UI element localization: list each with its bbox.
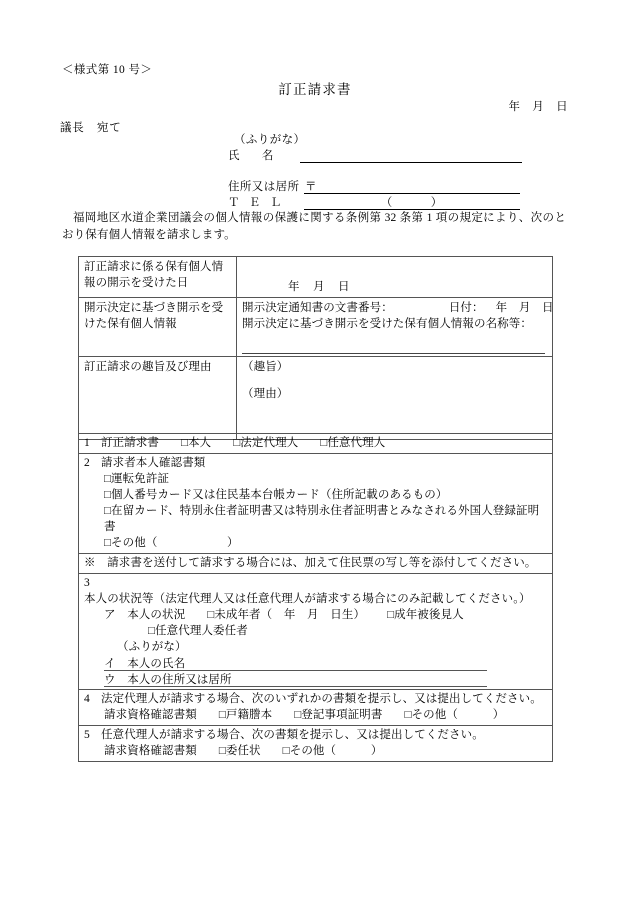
item-4-cell: [79, 690, 553, 726]
checkbox-other-voluntary-doc[interactable]: □その他（ ）: [282, 745, 383, 757]
name-label: 氏 名: [228, 150, 274, 162]
checkbox-self[interactable]: □本人: [181, 437, 212, 449]
disclosed-info-label: 開示決定に基づき開示を受けた保有個人情報: [79, 298, 237, 357]
tel-label: Ｔ Ｅ Ｌ: [228, 197, 282, 209]
table-row: [79, 454, 553, 554]
item-3b-label: イ 本人の氏名: [104, 658, 186, 670]
item-2-label: 請求者本人確認書類: [101, 457, 206, 469]
disclosure-date-label: 訂正請求に係る保有個人情報の開示を受けた日: [79, 257, 237, 298]
checkbox-voluntary-rep-delegator[interactable]: □任意代理人委任者: [148, 625, 248, 637]
item-3-number: 3: [84, 577, 90, 589]
checkbox-minor[interactable]: □未成年者（ 年 月 日生）: [207, 609, 366, 621]
purpose-reason-label: 訂正請求の趣旨及び理由: [79, 357, 237, 440]
name-input-rule[interactable]: [300, 149, 522, 163]
table-row: [79, 434, 553, 454]
table-row: [79, 690, 553, 726]
item-5-number: 5: [84, 729, 90, 741]
checkbox-other-legal-doc[interactable]: □その他（ ）: [404, 709, 505, 721]
form-number: ＜様式第 10 号＞: [62, 64, 153, 76]
item-5-label: 任意代理人が請求する場合、次の書類を提示し、又は提出してください。: [101, 729, 484, 741]
tel-area-paren: （ ）: [380, 197, 444, 209]
item-5-cell: [79, 726, 553, 762]
table-row: [79, 574, 553, 690]
item-1-number: 1: [84, 437, 90, 449]
reason-heading: （理由）: [242, 388, 289, 400]
purpose-heading: （趣旨）: [242, 361, 289, 373]
item-3-cell: [79, 574, 553, 690]
item-3-furigana-label: （ふりがな）: [117, 641, 187, 653]
disclosed-info-value[interactable]: [237, 298, 553, 357]
item-2-note-cell: ※ 請求書を送付して請求する場合には、加えて住民票の写し等を添付してください。: [79, 554, 553, 574]
address-input-rule[interactable]: [304, 180, 520, 194]
item-2-cell: [79, 454, 553, 554]
page-title: 訂正請求書: [278, 82, 352, 97]
item-5-doc-label: 請求資格確認書類: [104, 745, 197, 757]
item-2-number: 2: [84, 457, 90, 469]
tel-input-rule[interactable]: [304, 196, 520, 210]
info-name-input-rule[interactable]: [242, 338, 545, 354]
table-row: [79, 257, 553, 298]
intro-paragraph: 福岡地区水道企業団議会の個人情報の保護に関する条例第 32 条第 1 項の規定により、次のとおり保有個人情報を請求します。: [62, 212, 566, 241]
item-4-label: 法定代理人が請求する場合、次のいずれかの書類を提示し、又は提出してください。: [101, 693, 542, 705]
item-4-number: 4: [84, 693, 90, 705]
checkbox-mynumber-card[interactable]: □個人番号カード又は住民基本台帳カード（住所記載のあるもの）: [104, 489, 448, 501]
person-address-input-rule[interactable]: [104, 672, 487, 687]
table-row: [79, 554, 553, 574]
table-row: [79, 298, 553, 357]
checkbox-legal-rep[interactable]: □法定代理人: [233, 437, 299, 449]
info-name-line: 開示決定に基づき開示を受けた保有個人情報の名称等：: [242, 318, 532, 330]
person-name-input-rule[interactable]: [104, 656, 487, 671]
request-detail-table: [78, 256, 553, 440]
checkbox-family-register[interactable]: □戸籍謄本: [218, 709, 273, 721]
date-line: 年 月 日: [508, 101, 568, 113]
item-3-label: 本人の状況等（法定代理人又は任意代理人が請求する場合にのみ記載してください。）: [84, 593, 531, 605]
required-documents-table: [78, 433, 553, 762]
doc-number-line: 開示決定通知書の文書番号： 日付： 年 月 日: [242, 302, 554, 314]
tel-row: [228, 194, 520, 210]
checkbox-adult-ward[interactable]: □成年被後見人: [387, 609, 464, 621]
purpose-reason-value[interactable]: [237, 357, 553, 440]
disclosure-date-text: 年 月 日: [288, 281, 351, 293]
postal-mark-icon: 〒: [305, 181, 317, 193]
table-row: [79, 726, 553, 762]
item-1-label: 訂正請求書: [101, 437, 159, 449]
addressee-line: 議長 宛て: [60, 122, 122, 134]
item-1-cell: [79, 434, 553, 454]
checkbox-drivers-license[interactable]: □運転免許証: [104, 473, 170, 485]
item-4-doc-label: 請求資格確認書類: [104, 709, 197, 721]
furigana-label: （ふりがな）: [234, 134, 306, 146]
item-3c-label: ウ 本人の住所又は居所: [104, 674, 232, 686]
name-row: [228, 147, 528, 163]
table-row: [79, 357, 553, 440]
address-row: [228, 178, 520, 194]
checkbox-power-of-attorney[interactable]: □委任状: [218, 745, 261, 757]
address-label: 住所又は居所: [228, 181, 300, 193]
checkbox-voluntary-rep[interactable]: □任意代理人: [320, 437, 386, 449]
checkbox-residence-card[interactable]: □在留カード、特別永住者証明書又は特別永住者証明書とみなされる外国人登録証明書: [104, 505, 540, 533]
checkbox-other-id[interactable]: □その他（ ）: [104, 537, 239, 549]
disclosure-date-value[interactable]: [237, 257, 553, 298]
checkbox-registry-certificate[interactable]: □登記事項証明書: [294, 709, 383, 721]
item-3a-label: ア 本人の状況: [104, 609, 186, 621]
